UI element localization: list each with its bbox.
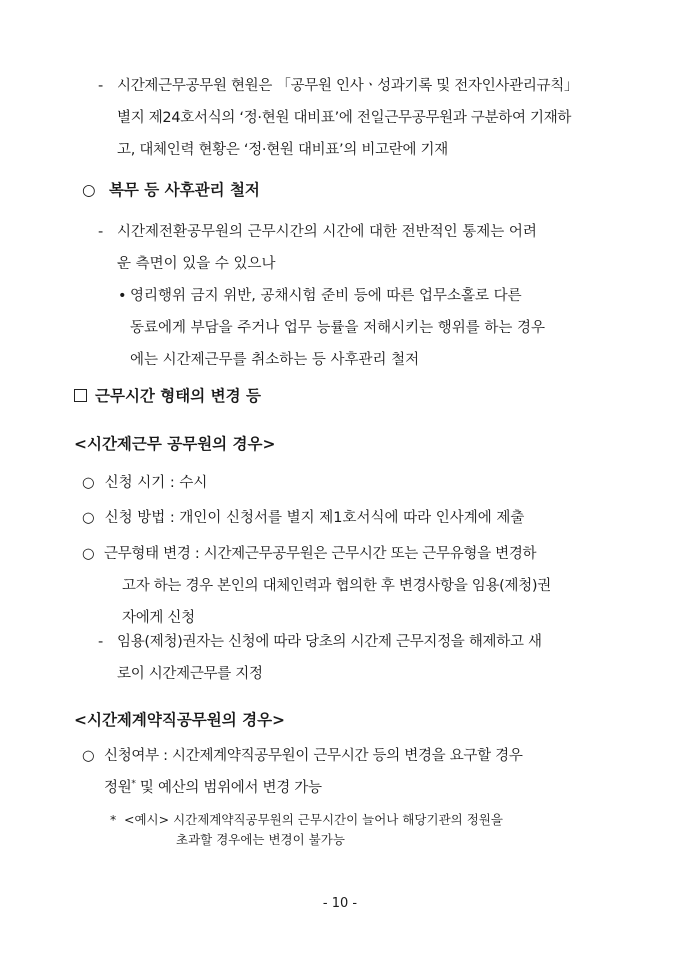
- item-text: 신청 시기 : 수시: [104, 475, 208, 491]
- item-work-type-change: [104, 544, 624, 628]
- paragraph-violations: [130, 286, 620, 370]
- circle-marker: ○: [82, 181, 96, 199]
- square-box-icon: [74, 389, 87, 402]
- dash-marker: -: [98, 224, 104, 240]
- bullet-marker: •: [118, 288, 127, 304]
- subheading-parttime: <시간제근무 공무원의 경우>: [74, 435, 276, 453]
- text-line: 동료에게 부담을 주거나 업무 능률을 저해시키는 행위를 하는 경우: [130, 320, 546, 336]
- text-line: 임용(제청)권자는 신청에 따라 당초의 시간제 근무지정을 해제하고 새: [117, 634, 542, 650]
- text-line: 별지 제24호서식의 ‘정·현원 대비표’에 전일근무공무원과 구분하여 기재하: [117, 110, 572, 126]
- footnote-mark: *: [131, 779, 136, 790]
- section-heading-change: [74, 386, 261, 406]
- text-line: 시간제전환공무원의 근무시간의 시간에 대한 전반적인 통제는 어려: [117, 224, 537, 240]
- text-line: 고, 대체인력 현황은 ‘정·현원 대비표’의 비고란에 기재: [117, 142, 448, 158]
- dash-marker: -: [98, 634, 104, 650]
- text-line: 영리행위 금지 위반, 공채시험 준비 등에 따른 업무소홀로 다른: [130, 288, 522, 304]
- text-line: 시간제근무공무원 현원은 「공무원 인사ㆍ성과기록 및 전자인사관리규칙」: [117, 78, 579, 94]
- circle-marker: ○: [82, 546, 95, 562]
- subheading-contract: <시간제계약직공무원의 경우>: [74, 711, 286, 729]
- circle-marker: ○: [82, 510, 95, 526]
- text-line: 고자 하는 경우 본인의 대체인력과 협의한 후 변경사항을 임용(제청)권: [122, 578, 551, 594]
- section-title: 근무시간 형태의 변경 등: [95, 387, 261, 405]
- section-title: 복무 등 사후관리 철저: [108, 181, 260, 199]
- item-application-timing: [82, 473, 207, 493]
- circle-marker: ○: [82, 475, 95, 491]
- footnote-example: [124, 810, 624, 850]
- text-line: 로이 시간제근무를 지정: [117, 666, 263, 682]
- section-heading-aftercare: [82, 180, 260, 200]
- dash-marker: -: [98, 78, 104, 94]
- item-text: 신청 방법 : 개인이 신청서를 별지 제1호서식에 따라 인사계에 제출: [104, 510, 525, 526]
- text-line: 자에게 신청: [122, 610, 195, 626]
- text-line: 근무형태 변경 : 시간제근무공무원은 근무시간 또는 근무유형을 변경하: [104, 546, 537, 562]
- text-line: <예시> 시간제계약직공무원의 근무시간이 늘어나 해당기관의 정원을: [124, 812, 503, 827]
- item-application-method: [82, 508, 524, 528]
- page-number: - 10 -: [322, 896, 358, 911]
- paragraph-staff-count: [117, 76, 617, 160]
- text-line: 에는 시간제근무를 취소하는 등 사후관리 철저: [130, 352, 420, 368]
- paragraph-reassignment: [117, 632, 622, 684]
- paragraph-time-control: [117, 222, 617, 274]
- circle-marker: ○: [82, 748, 95, 764]
- text-line: 신청여부 : 시간제계약직공무원이 근무시간 등의 변경을 요구할 경우: [104, 748, 523, 764]
- text-line: 초과할 경우에는 변경이 불가능: [176, 832, 345, 847]
- asterisk-marker: *: [110, 812, 117, 827]
- text-line: 정원* 및 예산의 범위에서 변경 가능: [104, 779, 322, 796]
- item-change-request: [104, 746, 624, 798]
- text-line: 운 측면이 있을 수 있으나: [117, 256, 276, 272]
